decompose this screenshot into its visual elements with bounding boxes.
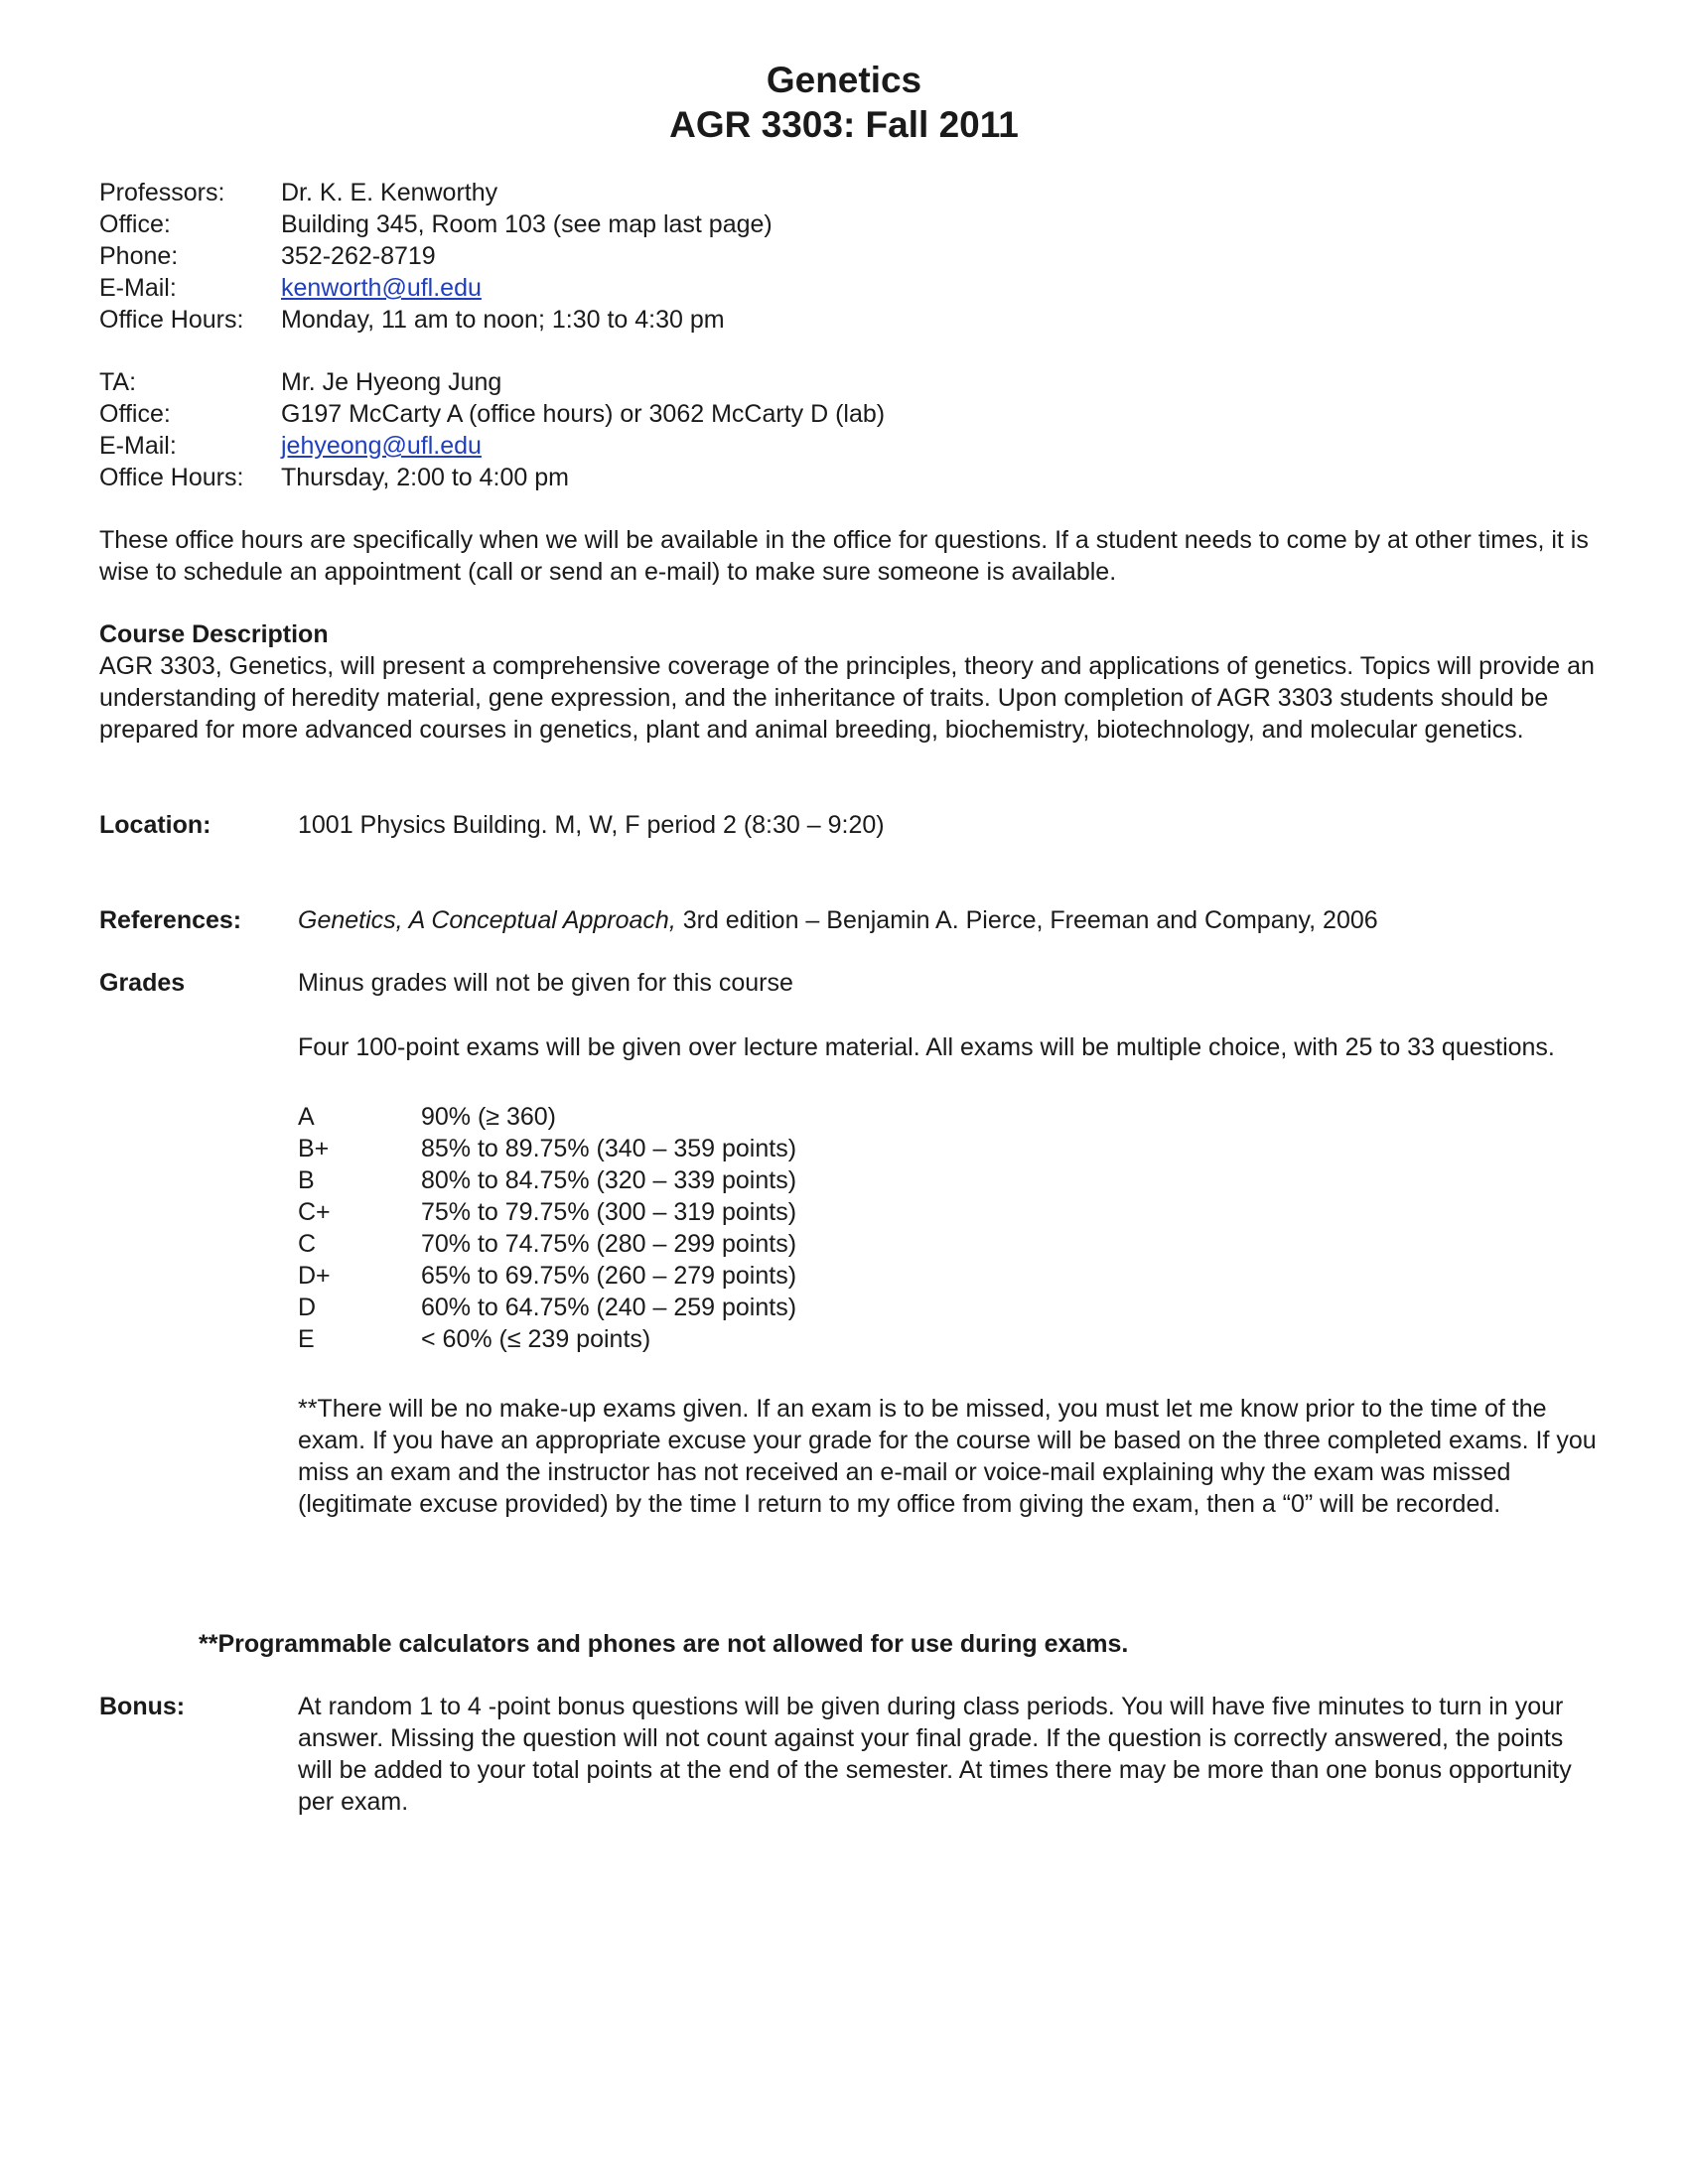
grade-letter: B xyxy=(298,1166,315,1194)
course-description-heading: Course Description xyxy=(99,620,329,648)
info-label: Professors: xyxy=(99,179,225,206)
professor-email-link[interactable]: kenworth@ufl.edu xyxy=(281,274,482,302)
info-value: Mr. Je Hyeong Jung xyxy=(281,368,502,396)
info-label: E-Mail: xyxy=(99,274,177,302)
info-value: G197 McCarty A (office hours) or 3062 McCarty D (lab) xyxy=(281,400,886,428)
references-value xyxy=(298,904,1599,936)
info-row xyxy=(99,430,885,462)
grade-letter: E xyxy=(298,1325,315,1353)
grade-range: < 60% (≤ 239 points) xyxy=(421,1325,651,1353)
title-course-code: AGR 3303: Fall 2011 xyxy=(669,104,1019,145)
grades-body xyxy=(298,967,1599,1520)
info-label: Office: xyxy=(99,210,171,238)
grade-row xyxy=(298,1164,1599,1196)
grade-range: 75% to 79.75% (300 – 319 points) xyxy=(421,1198,797,1226)
grade-range: 70% to 74.75% (280 – 299 points) xyxy=(421,1230,797,1258)
grade-range: 85% to 89.75% (340 – 359 points) xyxy=(421,1135,797,1162)
references-label: References: xyxy=(99,906,242,934)
info-value xyxy=(281,272,773,304)
info-row xyxy=(99,462,885,493)
info-value: 352-262-8719 xyxy=(281,242,436,270)
info-row xyxy=(99,208,773,240)
info-value: Building 345, Room 103 (see map last page) xyxy=(281,210,773,238)
info-label: Office Hours: xyxy=(99,464,244,491)
grade-range: 90% (≥ 360) xyxy=(421,1103,557,1131)
grade-row xyxy=(298,1101,1599,1133)
grade-range: 80% to 84.75% (320 – 339 points) xyxy=(421,1166,797,1194)
grade-row xyxy=(298,1228,1599,1260)
grade-letter: B+ xyxy=(298,1135,330,1162)
reference-details: 3rd edition – Benjamin A. Pierce, Freeman and Company, 2006 xyxy=(675,906,1378,934)
info-row xyxy=(99,272,773,304)
location-value: 1001 Physics Building. M, W, F period 2 (8:30 – 9:20) xyxy=(298,811,885,839)
ta-email-link[interactable]: jehyeong@ufl.edu xyxy=(281,432,482,460)
info-label: E-Mail: xyxy=(99,432,177,460)
grade-range: 65% to 69.75% (260 – 279 points) xyxy=(421,1262,797,1290)
title-course-name: Genetics xyxy=(766,60,922,100)
professor-info xyxy=(99,177,773,336)
course-description-text: AGR 3303, Genetics, will present a comprehensive coverage of the principles, theory and applications of genetics. Topics will provide an understanding of heredity material, gene expression, and the inheritance of traits. Upon completion of AGR 3303 students should be prepared for more advanced courses in genetics, plant and animal breeding, biochemistry, biotechnology, and molecular genetics. xyxy=(99,652,1595,744)
grade-scale xyxy=(298,1101,1599,1355)
minus-grades-note: Minus grades will not be given for this course xyxy=(298,969,793,997)
ta-info xyxy=(99,366,885,493)
info-label: Office: xyxy=(99,400,171,428)
grade-row xyxy=(298,1260,1599,1292)
bonus-label: Bonus: xyxy=(99,1693,186,1720)
grade-row xyxy=(298,1133,1599,1164)
info-label: TA: xyxy=(99,368,137,396)
document-title xyxy=(0,58,1688,147)
info-label: Office Hours: xyxy=(99,306,244,334)
grade-letter: D+ xyxy=(298,1262,331,1290)
makeup-exam-note: **There will be no make-up exams given. If an exam is to be missed, you must let me know prior to the time of the exam. If you have an appropriate excuse your grade for the course will be based on the three completed exams. If you miss an exam and the instructor has not received an e-mail or voice-mail explaining why the exam was missed (legitimate excuse provided) by the time I return to my office from giving the exam, then a “0” will be recorded. xyxy=(298,1395,1597,1518)
grades-label: Grades xyxy=(99,969,186,997)
grade-letter: D xyxy=(298,1294,317,1321)
info-row xyxy=(99,240,773,272)
info-value: Monday, 11 am to noon; 1:30 to 4:30 pm xyxy=(281,306,725,334)
grade-range: 60% to 64.75% (240 – 259 points) xyxy=(421,1294,797,1321)
info-value: Thursday, 2:00 to 4:00 pm xyxy=(281,464,569,491)
grade-letter: A xyxy=(298,1103,315,1131)
bonus-text: At random 1 to 4 -point bonus questions will be given during class periods. You will have five minutes to turn in your answer. Missing the question will not count against your final grade. If the question is correctly answered, the points will be added to your total points at the end of the semester. At times there may be more than one bonus opportunity per exam. xyxy=(298,1693,1572,1816)
office-hours-note: These office hours are specifically when we will be available in the office for questions. If a student needs to come by at other times, it is wise to schedule an appointment (call or send an e-mail) to make sure someone is available. xyxy=(99,526,1589,586)
calculator-note: **Programmable calculators and phones are not allowed for use during exams. xyxy=(199,1630,1129,1658)
info-value: Dr. K. E. Kenworthy xyxy=(281,179,498,206)
grade-letter: C+ xyxy=(298,1198,331,1226)
info-row xyxy=(99,366,885,398)
grade-letter: C xyxy=(298,1230,317,1258)
info-value xyxy=(281,430,885,462)
course-description xyxy=(99,618,1599,746)
info-row xyxy=(99,177,773,208)
info-label: Phone: xyxy=(99,242,179,270)
exams-note: Four 100-point exams will be given over lecture material. All exams will be multiple choice, with 25 to 33 questions. xyxy=(298,1033,1555,1061)
reference-book-title: Genetics, A Conceptual Approach, xyxy=(298,906,676,934)
grade-row xyxy=(298,1196,1599,1228)
grade-row xyxy=(298,1292,1599,1323)
location-label: Location: xyxy=(99,811,211,839)
grade-row xyxy=(298,1323,1599,1355)
info-row xyxy=(99,398,885,430)
info-row xyxy=(99,304,773,336)
